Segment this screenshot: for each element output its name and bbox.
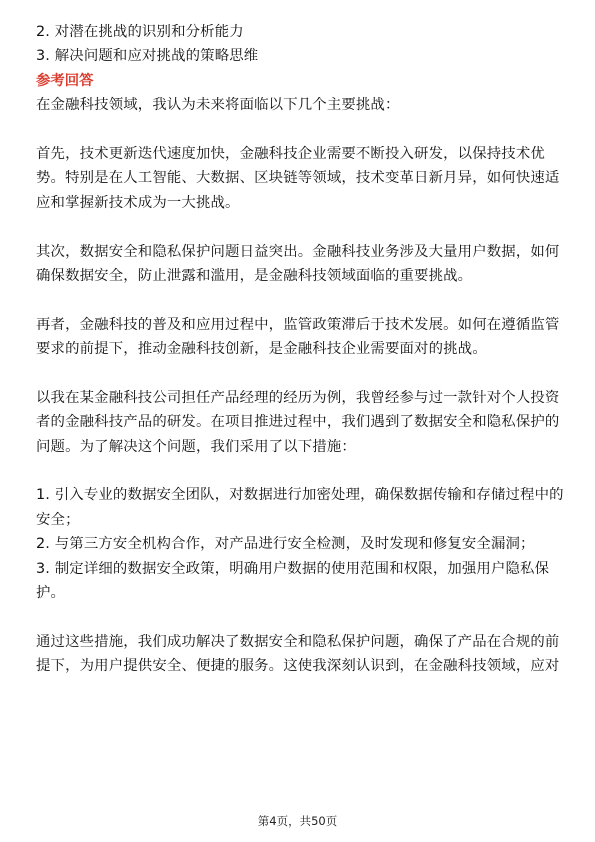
answer-heading: 参考回答 — [36, 72, 94, 89]
paragraph-gap — [36, 288, 559, 312]
intro-list-item-3: 3. 解决问题和应对挑战的策略思维 — [36, 48, 259, 65]
paragraph-line: 通过这些措施，我们成功解决了数据安全和隐私保护问题，确保了产品在合规的前 — [36, 633, 560, 650]
paragraph-intro — [36, 93, 559, 117]
document-page — [36, 20, 564, 679]
intro-list-item-2: 2. 对潜在挑战的识别和分析能力 — [36, 24, 244, 40]
list-item: 安全； — [36, 511, 80, 528]
paragraph-first — [36, 142, 559, 215]
paragraph-gap — [36, 361, 559, 385]
paragraph-gap — [36, 118, 559, 142]
measures-list — [36, 483, 564, 605]
paragraph-line: 在金融科技领域，我认为未来将面临以下几个主要挑战： — [36, 97, 400, 114]
paragraph-line: 者的金融科技产品的研发。在项目推进过程中，我们遇到了数据安全和隐私保护的 — [36, 414, 560, 431]
paragraph-line: 势。特别是在人工智能、大数据、区块链等领域，技术变革日新月异，如何快速适 — [36, 170, 560, 187]
list-item: 1. 引入专业的数据安全团队，对数据进行加密处理，确保数据传输和存储过程中的 — [36, 487, 564, 504]
list-item: 3. 制定详细的数据安全政策，明确用户数据的使用范围和权限，加强用户隐私保 — [36, 560, 550, 577]
paragraph-line: 要求的前提下，推动金融科技创新，是金融科技企业需要面对的挑战。 — [36, 341, 487, 358]
page-number-footer: 第4页，共50页 — [257, 814, 338, 828]
list-item: 2. 与第三方安全机构合作，对产品进行安全检测，及时发现和修复安全漏洞； — [36, 536, 535, 553]
paragraph-line: 再者，金融科技的普及和应用过程中，监管政策滞后于技术发展。如何在遵循监管 — [36, 316, 560, 333]
paragraph-gap — [36, 605, 559, 629]
paragraph-third — [36, 313, 559, 362]
paragraph-line: 其次，数据安全和隐私保护问题日益突出。金融科技业务涉及大量用户数据，如何 — [36, 243, 560, 260]
list-item: 护。 — [36, 584, 66, 601]
paragraph-line: 以我在某金融科技公司担任产品经理的经历为例，我曾经参与过一款针对个人投资 — [36, 389, 560, 406]
paragraph-line: 首先，技术更新迭代速度加快，金融科技企业需要不断投入研发，以保持技术优 — [36, 145, 545, 162]
paragraph-gap — [36, 215, 559, 239]
paragraph-second — [36, 240, 559, 289]
paragraph-line: 应和掌握新技术成为一大挑战。 — [36, 194, 240, 211]
paragraph-conclusion — [36, 630, 559, 679]
paragraph-line: 确保数据安全，防止泄露和滥用，是金融科技领域面临的重要挑战。 — [36, 267, 473, 284]
paragraph-line: 问题。为了解决这个问题，我们采用了以下措施： — [36, 438, 356, 455]
paragraph-example — [36, 386, 559, 459]
paragraph-line: 提下，为用户提供安全、便捷的服务。这使我深刻认识到，在金融科技领域，应对 — [36, 658, 560, 675]
paragraph-gap — [36, 459, 559, 483]
